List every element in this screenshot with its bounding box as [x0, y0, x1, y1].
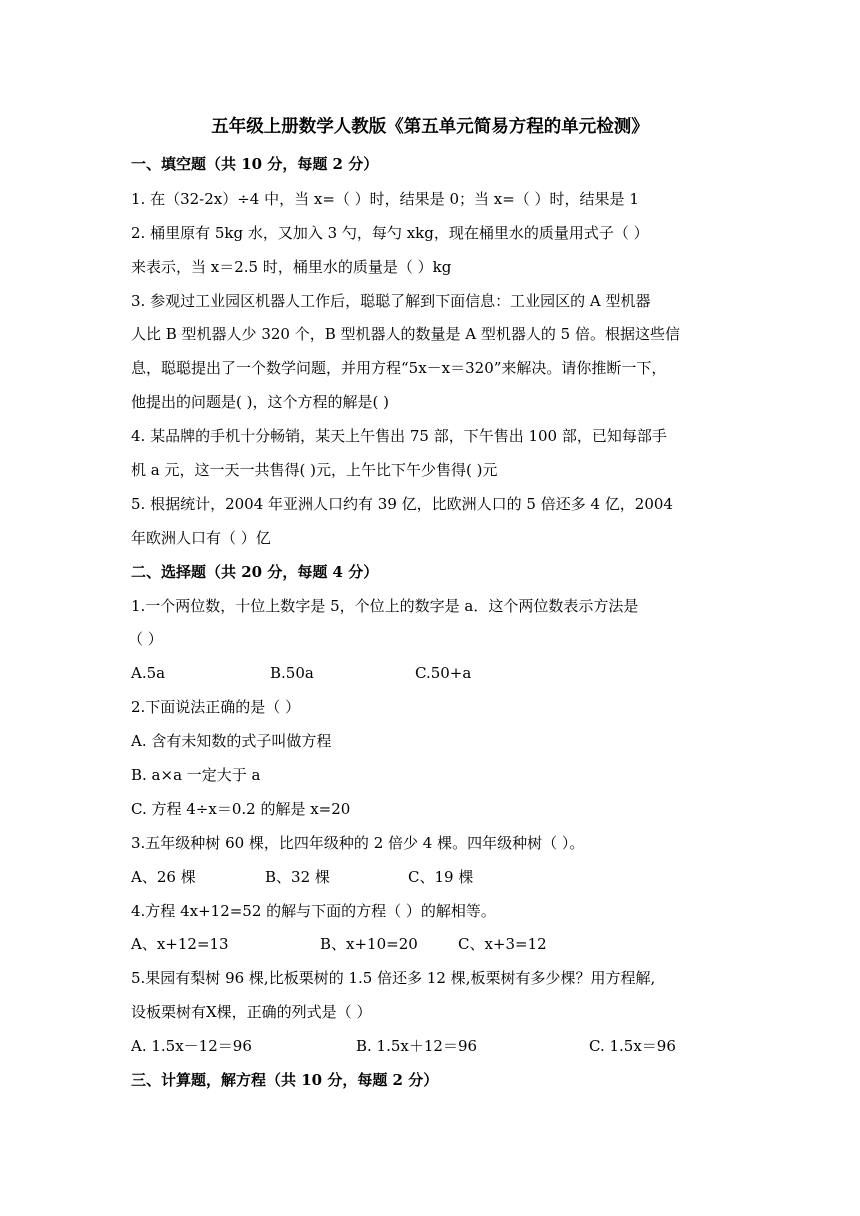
s2-q3-option-b: B、32 棵 — [265, 868, 330, 886]
s1-line-9: 机 a 元，这一天一共售得( )元，上午比下午少售得( )元 — [131, 461, 498, 479]
s2-q3-option-c: C、19 棵 — [408, 868, 474, 886]
section-2-heading: 二、选择题（共 20 分，每题 4 分） — [131, 563, 379, 581]
s1-line-6: 息，聪聪提出了一个数学问题，并用方程“5x－x＝320”来解决。请你推断一下， — [131, 359, 667, 377]
s1-line-4: 3. 参观过工业园区机器人工作后，聪聪了解到下面信息：工业园区的 A 型机器 — [131, 292, 651, 310]
section-3-heading: 三、计算题，解方程（共 10 分，每题 2 分） — [131, 1071, 439, 1089]
s1-line-1: 1. 在（32-2x）÷4 中，当 x=（ ）时，结果是 0；当 x=（ ）时，结果是 1 — [131, 190, 639, 208]
s2-q2-option-b: B. a×a 一定大于 a — [131, 766, 261, 784]
s2-q5-option-a: A. 1.5x－12＝96 — [131, 1037, 252, 1055]
s2-q5-stem-line-2: 设板栗树有Ⅹ棵，正确的列式是（ ） — [131, 1003, 372, 1021]
s1-line-3: 来表示，当 x＝2.5 时，桶里水的质量是（ ）kg — [131, 258, 452, 276]
s2-q4-option-b: B、x+10=20 — [320, 935, 418, 953]
s2-q1-option-a: A.5a — [131, 664, 166, 682]
s1-line-11: 年欧洲人口有（ ）亿 — [131, 529, 271, 547]
s1-line-10: 5. 根据统计，2004 年亚洲人口约有 39 亿，比欧洲人口的 5 倍还多 4 亿，2004 — [131, 495, 673, 513]
s2-q5-stem-line-1: 5.果园有梨树 96 棵,比板栗树的 1.5 倍还多 12 棵,板栗树有多少棵？用方程解, — [131, 969, 656, 987]
s2-q2-option-a: A. 含有未知数的式子叫做方程 — [131, 732, 332, 750]
s1-line-5: 人比 B 型机器人少 320 个，B 型机器人的数量是 A 型机器人的 5 倍。根据这些信 — [131, 325, 680, 343]
section-1-heading: 一、填空题（共 10 分，每题 2 分） — [131, 155, 379, 173]
s2-q1-option-b: B.50a — [270, 664, 314, 682]
s2-q1-option-c: C.50+a — [415, 664, 472, 682]
s2-q4-option-c: C、x+3=12 — [458, 935, 547, 953]
s2-q1-blank: （ ） — [128, 630, 163, 648]
s2-q3-option-a: A、26 棵 — [131, 868, 196, 886]
page-title: 五年级上册数学人教版《第五单元简易方程的单元检测》 — [211, 117, 649, 137]
s1-line-2: 2. 桶里原有 5kg 水，又加入 3 勺，每勺 xkg，现在桶里水的质量用式子（ ） — [131, 224, 649, 242]
s1-line-8: 4. 某品牌的手机十分畅销，某天上午售出 75 部，下午售出 100 部，已知每部手 — [131, 427, 667, 445]
s2-q5-option-b: B. 1.5x＋12＝96 — [356, 1037, 478, 1055]
s2-q2-option-c: C. 方程 4÷x＝0.2 的解是 x=20 — [131, 800, 351, 818]
s2-q1-stem: 1.一个两位数，十位上数字是 5，个位上的数字是 a．这个两位数表示方法是 — [131, 597, 639, 615]
s1-line-7: 他提出的问题是( )，这个方程的解是( ) — [131, 393, 389, 411]
s2-q3-stem: 3.五年级种树 60 棵，比四年级种的 2 倍少 4 棵。四年级种树（ ）。 — [131, 834, 585, 852]
s2-q2-stem: 2.下面说法正确的是（ ） — [131, 698, 301, 716]
s2-q5-option-c: C. 1.5x＝96 — [589, 1037, 676, 1055]
s2-q4-stem: 4.方程 4x+12=52 的解与下面的方程（ ）的解相等。 — [131, 902, 496, 920]
s2-q4-option-a: A、x+12=13 — [131, 935, 229, 953]
